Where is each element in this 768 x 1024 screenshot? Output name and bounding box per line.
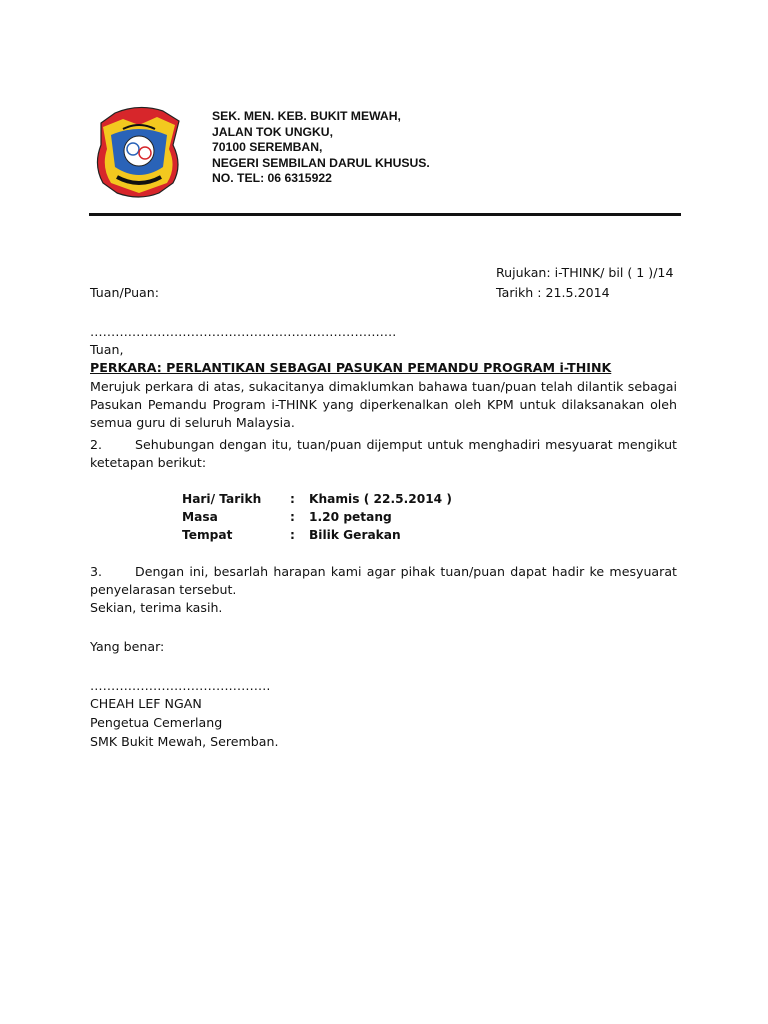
recipient-dots: ……………………………………………………………….: [90, 324, 397, 339]
address-line-1: JALAN TOK UNGKU,: [212, 124, 333, 139]
schedule-colon: :: [290, 510, 295, 524]
signature-line: …………………………………….: [90, 678, 271, 693]
schedule-label: Hari/ Tarikh: [182, 492, 262, 506]
schedule-value: Bilik Gerakan: [309, 528, 401, 542]
signer-name: CHEAH LEF NGAN: [90, 696, 202, 711]
school-name: SEK. MEN. KEB. BUKIT MEWAH,: [212, 109, 401, 123]
schedule-row: [182, 490, 452, 508]
address-line-3: NEGERI SEMBILAN DARUL KHUSUS.: [212, 155, 430, 170]
paragraph-2: [90, 436, 677, 472]
paragraph-2-text: Sehubungan dengan itu, tuan/puan dijemput untuk menghadiri mesyuarat mengikut ketetapan berikut:: [90, 437, 677, 470]
schedule-label: Tempat: [182, 528, 233, 542]
closing-thanks: Sekian, terima kasih.: [90, 600, 223, 615]
subject-line: PERKARA: PERLANTIKAN SEBAGAI PASUKAN PEMANDU PROGRAM i-THINK: [90, 360, 612, 375]
phone-number: NO. TEL: 06 6315922: [212, 171, 332, 185]
schedule-row: [182, 508, 452, 526]
salutation: Tuan,: [90, 342, 124, 357]
letter-date: Tarikh : 21.5.2014: [496, 285, 610, 300]
paragraph-3-number: 3.: [90, 564, 103, 579]
signer-organization: SMK Bukit Mewah, Seremban.: [90, 734, 279, 749]
paragraph-1: Merujuk perkara di atas, sukacitanya dimaklumkan bahawa tuan/puan telah dilantik sebagai Pasukan Pemandu Program i-THINK yang diperkenalkan oleh KPM untuk dilaksanakan oleh semua guru di seluruh Malaysia.: [90, 379, 677, 430]
schedule-value: 1.20 petang: [309, 510, 392, 524]
schedule-row: [182, 526, 452, 544]
paragraph-3-text: Dengan ini, besarlah harapan kami agar pihak tuan/puan dapat hadir ke mesyuarat penyelarasan tersebut.: [90, 564, 677, 597]
salutation-top: Tuan/Puan:: [90, 285, 160, 300]
signer-title: Pengetua Cemerlang: [90, 715, 223, 730]
address-line-2: 70100 SEREMBAN,: [212, 140, 323, 154]
school-address: [212, 109, 532, 187]
paragraph-3: [90, 563, 677, 599]
schedule-colon: :: [290, 528, 295, 542]
schedule-label: Masa: [182, 510, 218, 524]
school-crest-icon: [93, 105, 185, 201]
schedule-colon: :: [290, 492, 295, 506]
meeting-schedule: [182, 490, 452, 544]
reference-number: Rujukan: i-THINK/ bil ( 1 )/14: [496, 265, 674, 280]
closing-sincerely: Yang benar:: [90, 639, 165, 654]
header-divider: [89, 213, 681, 216]
schedule-value: Khamis ( 22.5.2014 ): [309, 492, 452, 506]
paragraph-2-number: 2.: [90, 437, 103, 452]
